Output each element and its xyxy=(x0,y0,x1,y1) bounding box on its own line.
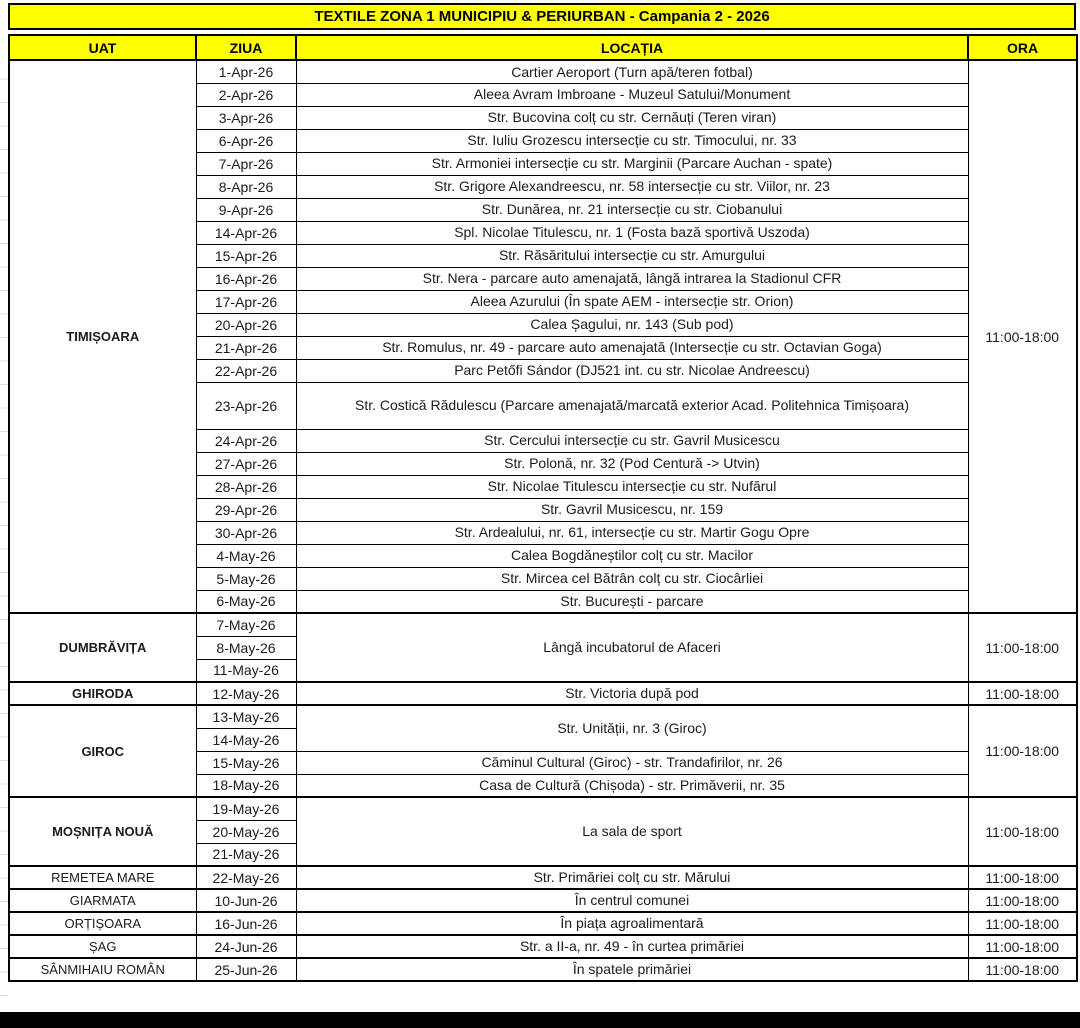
table-row xyxy=(9,797,1077,820)
locatia-cell: Str. Gavril Musicescu, nr. 159 xyxy=(296,498,968,521)
locatia-cell: Str. Armoniei intersecție cu str. Marginii (Parcare Auchan - spate) xyxy=(296,152,968,175)
ora-cell: 11:00-18:00 xyxy=(968,705,1077,797)
locatia-cell: Parc Petőfi Sándor (DJ521 int. cu str. Nicolae Andreescu) xyxy=(296,359,968,382)
ziua-cell: 7-May-26 xyxy=(196,613,296,636)
locatia-cell: Str. Bucovina colț cu str. Cernăuți (Teren viran) xyxy=(296,106,968,129)
uat-cell: TIMIȘOARA xyxy=(9,60,196,613)
locatia-cell: Str. Costică Rădulescu (Parcare amenajată/marcată exterior Acad. Politehnica Timișoara) xyxy=(296,382,968,429)
ziua-cell: 5-May-26 xyxy=(196,567,296,590)
ziua-cell: 6-Apr-26 xyxy=(196,129,296,152)
ziua-cell: 9-Apr-26 xyxy=(196,198,296,221)
locatia-cell: Casa de Cultură (Chișoda) - str. Primăverii, nr. 35 xyxy=(296,774,968,797)
table-header-row xyxy=(9,35,1077,60)
bottom-black-bar xyxy=(0,1012,1080,1028)
ziua-cell: 17-Apr-26 xyxy=(196,290,296,313)
ora-cell: 11:00-18:00 xyxy=(968,935,1077,958)
ziua-cell: 16-Apr-26 xyxy=(196,267,296,290)
table-title: TEXTILE ZONA 1 MUNICIPIU & PERIURBAN - Campania 2 - 2026 xyxy=(8,3,1076,30)
uat-section xyxy=(9,958,1077,981)
ziua-cell: 20-Apr-26 xyxy=(196,313,296,336)
table-row xyxy=(9,958,1077,981)
uat-section xyxy=(9,797,1077,866)
ziua-cell: 7-Apr-26 xyxy=(196,152,296,175)
uat-section xyxy=(9,682,1077,705)
ziua-cell: 11-May-26 xyxy=(196,659,296,682)
locatia-cell: Spl. Nicolae Titulescu, nr. 1 (Fosta bază sportivă Uszoda) xyxy=(296,221,968,244)
uat-section xyxy=(9,613,1077,682)
locatia-cell: Str. Romulus, nr. 49 - parcare auto amenajată (Intersecție cu str. Octavian Goga) xyxy=(296,336,968,359)
locatia-cell: În spatele primăriei xyxy=(296,958,968,981)
locatia-cell: Str. Răsăritului intersecție cu str. Amurgului xyxy=(296,244,968,267)
table-row xyxy=(9,60,1077,83)
ziua-cell: 21-Apr-26 xyxy=(196,336,296,359)
ora-cell: 11:00-18:00 xyxy=(968,912,1077,935)
locatia-cell: Str. Dunărea, nr. 21 intersecție cu str. Ciobanului xyxy=(296,198,968,221)
uat-cell: REMETEA MARE xyxy=(9,866,196,889)
ora-cell: 11:00-18:00 xyxy=(968,889,1077,912)
locatia-cell: Str. a II-a, nr. 49 - în curtea primăriei xyxy=(296,935,968,958)
ora-cell: 11:00-18:00 xyxy=(968,60,1077,613)
ziua-cell: 21-May-26 xyxy=(196,843,296,866)
sheet-gutter xyxy=(0,56,8,1012)
locatia-cell: Str. Nicolae Titulescu intersecție cu str. Nufărul xyxy=(296,475,968,498)
uat-cell: GIARMATA xyxy=(9,889,196,912)
ziua-cell: 13-May-26 xyxy=(196,705,296,728)
ziua-cell: 22-May-26 xyxy=(196,866,296,889)
ziua-cell: 6-May-26 xyxy=(196,590,296,613)
ziua-cell: 8-Apr-26 xyxy=(196,175,296,198)
uat-section xyxy=(9,935,1077,958)
uat-section xyxy=(9,60,1077,613)
locatia-cell: Str. Mircea cel Bătrân colț cu str. Ciocârliei xyxy=(296,567,968,590)
ora-cell: 11:00-18:00 xyxy=(968,866,1077,889)
uat-cell: MOȘNIȚA NOUĂ xyxy=(9,797,196,866)
locatia-cell: Aleea Avram Imbroane - Muzeul Satului/Monument xyxy=(296,83,968,106)
locatia-cell: Str. Polonă, nr. 32 (Pod Centură -> Utvin) xyxy=(296,452,968,475)
locatia-cell: În piața agroalimentară xyxy=(296,912,968,935)
column-header-ora: ORA xyxy=(968,35,1077,60)
column-header-uat: UAT xyxy=(9,35,196,60)
uat-cell: GHIRODA xyxy=(9,682,196,705)
locatia-cell: La sala de sport xyxy=(296,797,968,866)
ziua-cell: 22-Apr-26 xyxy=(196,359,296,382)
locatia-cell: Str. București - parcare xyxy=(296,590,968,613)
locatia-cell: Cartier Aeroport (Turn apă/teren fotbal) xyxy=(296,60,968,83)
schedule-table xyxy=(8,34,1078,982)
ziua-cell: 20-May-26 xyxy=(196,820,296,843)
uat-cell: ORȚIȘOARA xyxy=(9,912,196,935)
ziua-cell: 10-Jun-26 xyxy=(196,889,296,912)
locatia-cell: Calea Șagului, nr. 143 (Sub pod) xyxy=(296,313,968,336)
schedule-sheet xyxy=(8,3,1076,982)
ora-cell: 11:00-18:00 xyxy=(968,682,1077,705)
table-row xyxy=(9,889,1077,912)
uat-section xyxy=(9,866,1077,889)
uat-section xyxy=(9,912,1077,935)
locatia-cell: Str. Ardealului, nr. 61, intersecție cu str. Martir Gogu Opre xyxy=(296,521,968,544)
uat-cell: DUMBRĂVIȚA xyxy=(9,613,196,682)
locatia-cell: Str. Primăriei colț cu str. Mărului xyxy=(296,866,968,889)
ziua-cell: 18-May-26 xyxy=(196,774,296,797)
column-header-ziua: ZIUA xyxy=(196,35,296,60)
uat-cell: SÂNMIHAIU ROMÂN xyxy=(9,958,196,981)
table-row xyxy=(9,866,1077,889)
ziua-cell: 8-May-26 xyxy=(196,636,296,659)
ziua-cell: 12-May-26 xyxy=(196,682,296,705)
ora-cell: 11:00-18:00 xyxy=(968,797,1077,866)
locatia-cell: Căminul Cultural (Giroc) - str. Trandafirilor, nr. 26 xyxy=(296,751,968,774)
ziua-cell: 15-May-26 xyxy=(196,751,296,774)
ziua-cell: 19-May-26 xyxy=(196,797,296,820)
table-row xyxy=(9,682,1077,705)
locatia-cell: În centrul comunei xyxy=(296,889,968,912)
table-row xyxy=(9,705,1077,728)
table-row xyxy=(9,935,1077,958)
ziua-cell: 16-Jun-26 xyxy=(196,912,296,935)
ora-cell: 11:00-18:00 xyxy=(968,958,1077,981)
table-row xyxy=(9,613,1077,636)
uat-cell: ȘAG xyxy=(9,935,196,958)
column-header-locatia: LOCAȚIA xyxy=(296,35,968,60)
ziua-cell: 2-Apr-26 xyxy=(196,83,296,106)
ziua-cell: 30-Apr-26 xyxy=(196,521,296,544)
ziua-cell: 29-Apr-26 xyxy=(196,498,296,521)
uat-section xyxy=(9,705,1077,797)
ziua-cell: 23-Apr-26 xyxy=(196,382,296,429)
ziua-cell: 24-Jun-26 xyxy=(196,935,296,958)
ziua-cell: 3-Apr-26 xyxy=(196,106,296,129)
locatia-cell: Str. Unității, nr. 3 (Giroc) xyxy=(296,705,968,751)
locatia-cell: Str. Iuliu Grozescu intersecție cu str. Timocului, nr. 33 xyxy=(296,129,968,152)
uat-section xyxy=(9,889,1077,912)
uat-cell: GIROC xyxy=(9,705,196,797)
ziua-cell: 14-May-26 xyxy=(196,728,296,751)
locatia-cell: Str. Nera - parcare auto amenajată, lângă intrarea la Stadionul CFR xyxy=(296,267,968,290)
locatia-cell: Aleea Azurului (În spate AEM - intersecție str. Orion) xyxy=(296,290,968,313)
locatia-cell: Str. Cercului intersecție cu str. Gavril Musicescu xyxy=(296,429,968,452)
ziua-cell: 4-May-26 xyxy=(196,544,296,567)
ora-cell: 11:00-18:00 xyxy=(968,613,1077,682)
locatia-cell: Lângă incubatorul de Afaceri xyxy=(296,613,968,682)
locatia-cell: Str. Victoria după pod xyxy=(296,682,968,705)
ziua-cell: 15-Apr-26 xyxy=(196,244,296,267)
ziua-cell: 24-Apr-26 xyxy=(196,429,296,452)
table-row xyxy=(9,912,1077,935)
ziua-cell: 28-Apr-26 xyxy=(196,475,296,498)
locatia-cell: Str. Grigore Alexandreescu, nr. 58 intersecție cu str. Viilor, nr. 23 xyxy=(296,175,968,198)
locatia-cell: Calea Bogdăneștilor colț cu str. Macilor xyxy=(296,544,968,567)
ziua-cell: 14-Apr-26 xyxy=(196,221,296,244)
ziua-cell: 27-Apr-26 xyxy=(196,452,296,475)
ziua-cell: 1-Apr-26 xyxy=(196,60,296,83)
ziua-cell: 25-Jun-26 xyxy=(196,958,296,981)
